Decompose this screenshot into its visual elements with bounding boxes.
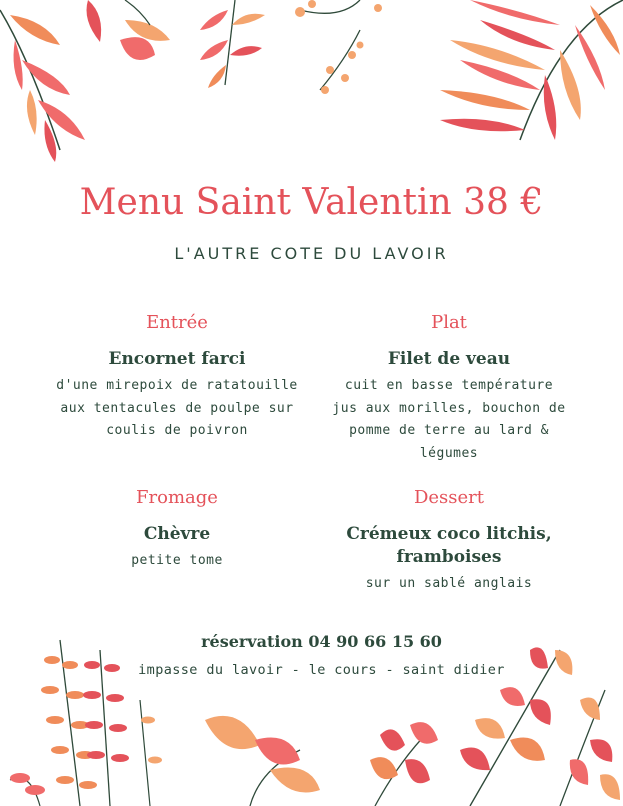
course-entree bbox=[47, 312, 307, 443]
course-category: Dessert bbox=[413, 487, 485, 508]
description-line: coulis de poivron bbox=[106, 423, 248, 438]
bottom-center-leaves-icon bbox=[205, 716, 438, 806]
course-category: Entrée bbox=[146, 312, 208, 333]
course-category: Plat bbox=[431, 312, 467, 333]
top-right-fern-icon bbox=[440, 0, 623, 140]
course-description bbox=[47, 375, 307, 443]
course-description bbox=[47, 550, 307, 573]
course-dessert bbox=[319, 487, 579, 596]
course-description bbox=[319, 573, 579, 596]
menu-title: Menu Saint Valentin 38 € bbox=[79, 182, 544, 223]
description-line: d'une mirepoix de ratatouille bbox=[56, 378, 298, 393]
description-line: petite tome bbox=[131, 553, 223, 568]
top-center-leaves-icon bbox=[200, 0, 382, 94]
restaurant-name: L'AUTRE COTE DU LAVOIR bbox=[174, 244, 449, 263]
course-dish: Encornet farci bbox=[108, 349, 246, 369]
description-line: aux tentacules de poulpe sur bbox=[60, 400, 294, 416]
course-plat bbox=[319, 312, 579, 465]
dish-line: Crémeux coco litchis, bbox=[346, 524, 552, 544]
address: impasse du lavoir - le cours - saint didier bbox=[138, 662, 505, 678]
description-line: légumes bbox=[419, 445, 479, 461]
dish-line: framboises bbox=[396, 547, 502, 567]
course-dish bbox=[319, 523, 579, 569]
description-line: jus aux morilles, bouchon de bbox=[332, 400, 566, 416]
reservation-phone: réservation 04 90 66 15 60 bbox=[201, 632, 442, 651]
course-dish: Chèvre bbox=[143, 524, 211, 544]
top-left-leaves-icon bbox=[0, 0, 170, 162]
course-fromage bbox=[47, 487, 307, 573]
course-dish: Filet de veau bbox=[387, 349, 511, 369]
description-line: cuit en basse température bbox=[344, 378, 554, 393]
course-description bbox=[319, 375, 579, 465]
description-line: sur un sablé anglais bbox=[365, 576, 533, 591]
course-category: Fromage bbox=[136, 487, 218, 508]
description-line: pomme de terre au lard & bbox=[349, 423, 549, 438]
